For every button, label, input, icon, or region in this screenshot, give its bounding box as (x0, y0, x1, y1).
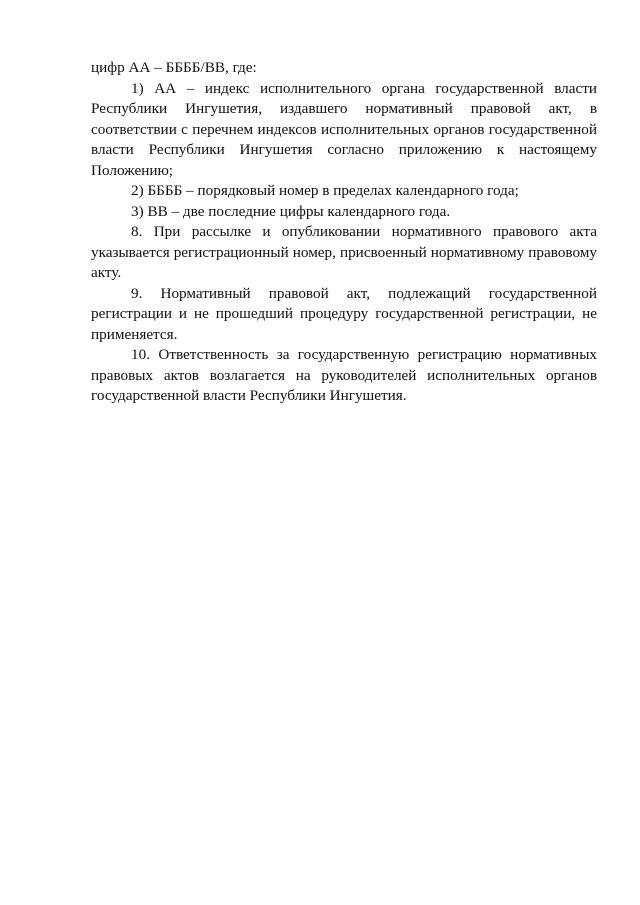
paragraph-item-aa: 1) АА – индекс исполнительного органа государственной власти Республики Ингушетия, издавшего нормативный правовой акт, в соответствии с перечнем индексов исполнительных органов государственной власти Республики Ингушетия согласно приложению к настоящему Положению; (91, 79, 597, 179)
paragraph-item-vv: 3) ВВ – две последние цифры календарного года. (131, 202, 451, 220)
document-body (91, 58, 597, 407)
paragraph-item-bbbb: 2) ББББ – порядковый номер в пределах календарного года; (131, 182, 519, 199)
paragraph-code-format: цифр АА – ББББ/ВВ, где: (91, 59, 257, 76)
paragraph-clause-8: 8. При рассылке и опубликовании нормативного правового акта указывается регистрационный номер, присвоенный нормативному правовому акту. (91, 223, 597, 281)
paragraph-clause-10: 10. Ответственность за государственную регистрацию нормативных правовых актов возлагается на руководителей исполнительных органов государственной власти Республики Ингушетия. (91, 346, 597, 404)
paragraph-clause-9: 9. Нормативный правовой акт, подлежащий государственной регистрации и не прошедший процедуру государственной регистрации, не применяется. (91, 284, 597, 343)
